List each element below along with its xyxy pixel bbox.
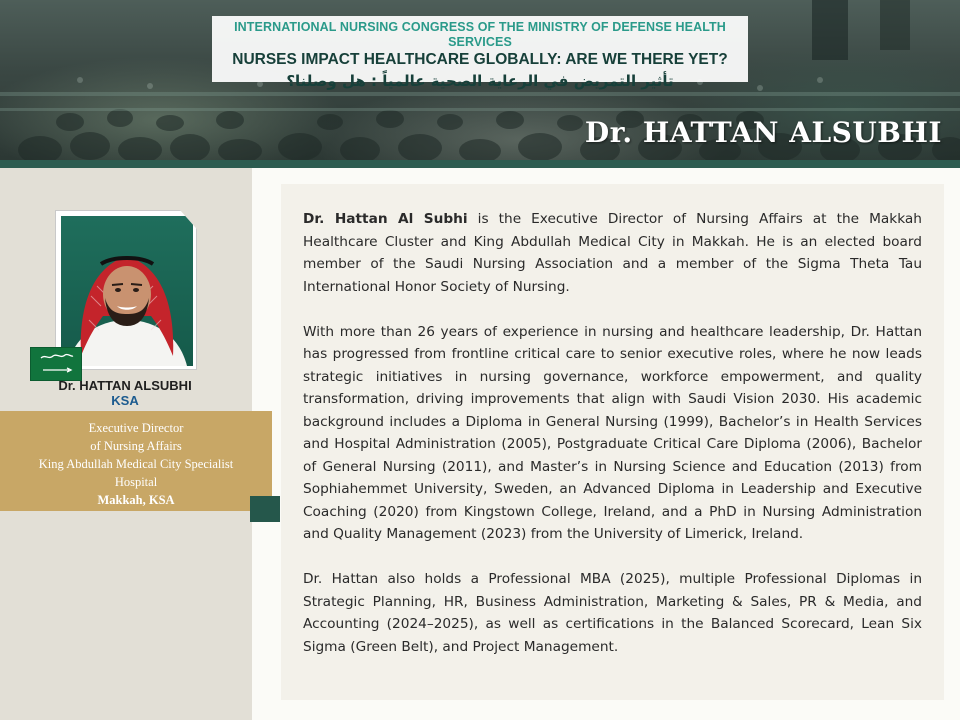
decorative-square (250, 496, 280, 522)
congress-theme-english: NURSES IMPACT HEALTHCARE GLOBALLY: ARE WE THERE YET? (232, 51, 728, 68)
congress-title-box (212, 16, 748, 90)
speaker-name-caption: Dr. HATTAN ALSUBHI (58, 378, 192, 393)
saudi-flag-icon (30, 347, 82, 381)
speaker-photo (61, 216, 193, 366)
bio-paragraph-1 (303, 208, 922, 298)
biography-panel (281, 184, 944, 700)
bio-paragraph-1-text: is the Executive Director of Nursing Affairs at the Makkah Healthcare Cluster and King Abdullah Medical City in Makkah. He is an elected board member of the Saudi Nursing Association and a member of the Sigma Theta Tau International Honor Society of Nursing. (303, 211, 922, 295)
bio-name: Dr. Hattan Al Subhi (303, 211, 468, 227)
speaker-portrait-icon (61, 216, 193, 366)
speaker-position-box (0, 411, 272, 511)
bio-paragraph-2: With more than 26 years of experience in nursing and healthcare leadership, Dr. Hattan has progressed from frontline critical care to senior executive roles, where he now leads strategic initiatives in nursing governance, workforce empowerment, and quality transformation, driving improvements that align with Saudi Vision 2030. His academic background includes a Diploma in General Nursing (1999), Bachelor’s in Health Services and Hospital Administration (2005), Postgraduate Critical Care Diploma (2006), Bachelor of General Nursing (2011), and Master’s in Nursing Science and Education (2013) from Sophiahemmet University, Sweden, an Advanced Diploma in Leadership and Executive Coaching (2020) from Kingstown College, Ireland, and a PhD in Nursing Administration and Quality Management (2023) from the University of Limerick, Ireland. (303, 323, 922, 542)
speaker-photo-frame (55, 210, 197, 370)
organization-line-1: King Abdullah Medical City Specialist (38, 457, 234, 471)
header-banner (0, 0, 960, 160)
congress-name: INTERNATIONAL NURSING CONGRESS OF THE MINISTRY OF DEFENSE HEALTH SERVICES (234, 20, 726, 49)
position-line-1: Executive Director (88, 421, 184, 435)
position-line-2: of Nursing Affairs (90, 439, 182, 453)
organization-line-2: Hospital (114, 475, 158, 489)
bio-paragraph-3: Dr. Hattan also holds a Professional MBA (2025), multiple Professional Diplomas in Strategic Planning, HR, Business Administration, Marketing & Sales, PR & Media, and Accounting (2024–2025), as well as certifications in the Balanced Scorecard, Lean Six Sigma (Green Belt), and Project Management. (303, 571, 922, 655)
banner-divider (0, 160, 960, 168)
flag-sword (41, 366, 73, 374)
speaker-location: Makkah, KSA (97, 493, 175, 507)
speaker-title: Dr. HATTAN ALSUBHI (584, 116, 942, 149)
speaker-country: KSA (111, 393, 139, 408)
flag-emblem (39, 352, 75, 362)
congress-theme-arabic: تأثير التمريض في الرعاية الصحية عالمياً : هل وصلنا؟ (286, 72, 674, 90)
